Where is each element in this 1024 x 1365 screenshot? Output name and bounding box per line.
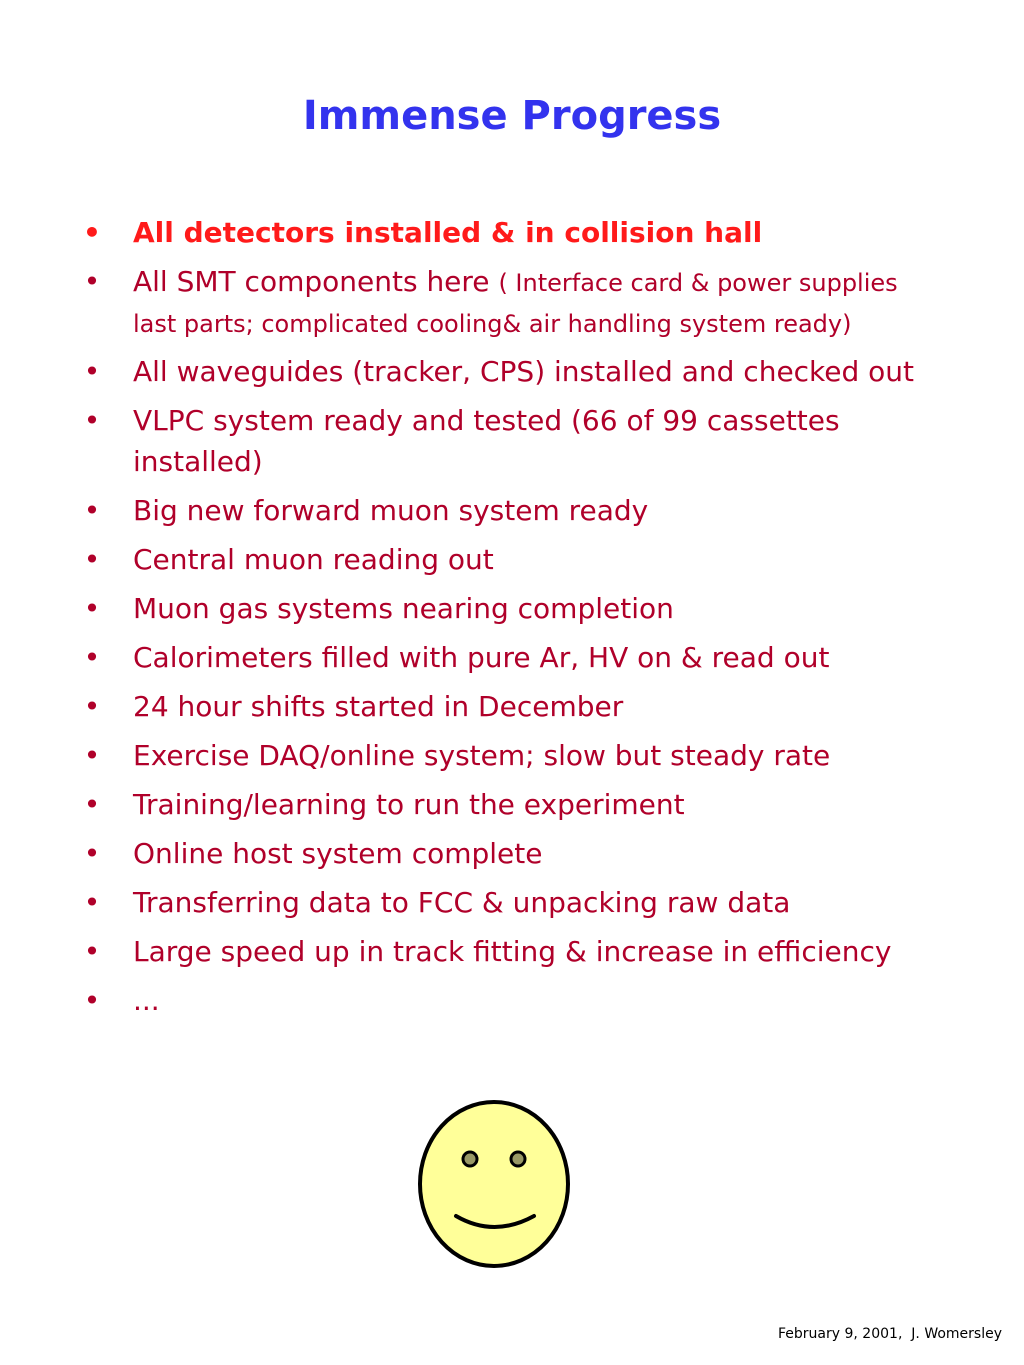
bullet-dot: • <box>83 837 101 870</box>
bullet-item <box>82 833 922 874</box>
bullet-list <box>82 212 922 1029</box>
bullet-item <box>82 735 922 776</box>
bullet-text: All waveguides (tracker, CPS) installed and checked out <box>133 355 915 388</box>
bullet-text: All SMT components here <box>133 265 499 298</box>
bullet-item <box>82 400 922 482</box>
bullet-dot: • <box>83 543 101 576</box>
smiley-face <box>420 1102 568 1266</box>
footer-credit: February 9, 2001, J. Womersley <box>778 1326 1002 1342</box>
bullet-dot: • <box>83 216 101 249</box>
bullet-item <box>82 637 922 678</box>
bullet-text: Big new forward muon system ready <box>133 494 649 527</box>
bullet-dot: • <box>83 355 101 388</box>
bullet-text: Transferring data to FCC & unpacking raw data <box>133 886 791 919</box>
bullet-text: VLPC system ready and tested (66 of 99 cassettes installed) <box>133 404 840 478</box>
bullet-text: 24 hour shifts started in December <box>133 690 624 723</box>
bullet-note: ( Interface card & power supplies last parts; complicated cooling& air handling system ready) <box>133 269 898 338</box>
bullet-dot: • <box>83 788 101 821</box>
bullet-dot: • <box>83 739 101 772</box>
smiley-face-icon <box>414 1098 574 1270</box>
bullet-item <box>82 212 922 253</box>
bullet-text: Training/learning to run the experiment <box>133 788 685 821</box>
bullet-item <box>82 351 922 392</box>
bullet-dot: • <box>83 494 101 527</box>
bullet-item <box>82 931 922 972</box>
bullet-text: Central muon reading out <box>133 543 494 576</box>
bullet-item <box>82 784 922 825</box>
bullet-text: Large speed up in track fitting & increase in efficiency <box>133 935 892 968</box>
bullet-dot: • <box>83 886 101 919</box>
bullet-item <box>82 490 922 531</box>
bullet-item <box>82 882 922 923</box>
bullet-dot: • <box>83 404 101 437</box>
bullet-dot: • <box>83 592 101 625</box>
bullet-text: ... <box>133 984 160 1017</box>
bullet-text: Online host system complete <box>133 837 543 870</box>
bullet-item <box>82 980 922 1021</box>
bullet-item <box>82 261 922 343</box>
bullet-item <box>82 588 922 629</box>
bullet-dot: • <box>83 690 101 723</box>
bullet-item <box>82 539 922 580</box>
bullet-text: Calorimeters filled with pure Ar, HV on & read out <box>133 641 830 674</box>
bullet-text: All detectors installed & in collision hall <box>133 216 763 249</box>
bullet-dot: • <box>83 984 101 1017</box>
bullet-text: Exercise DAQ/online system; slow but steady rate <box>133 739 831 772</box>
slide-title: Immense Progress <box>302 93 722 139</box>
bullet-dot: • <box>83 935 101 968</box>
bullet-dot: • <box>83 641 101 674</box>
bullet-text: Muon gas systems nearing completion <box>133 592 674 625</box>
bullet-dot: • <box>83 265 101 298</box>
smiley-eye-left <box>463 1152 477 1166</box>
bullet-item <box>82 686 922 727</box>
smiley-eye-right <box>511 1152 525 1166</box>
